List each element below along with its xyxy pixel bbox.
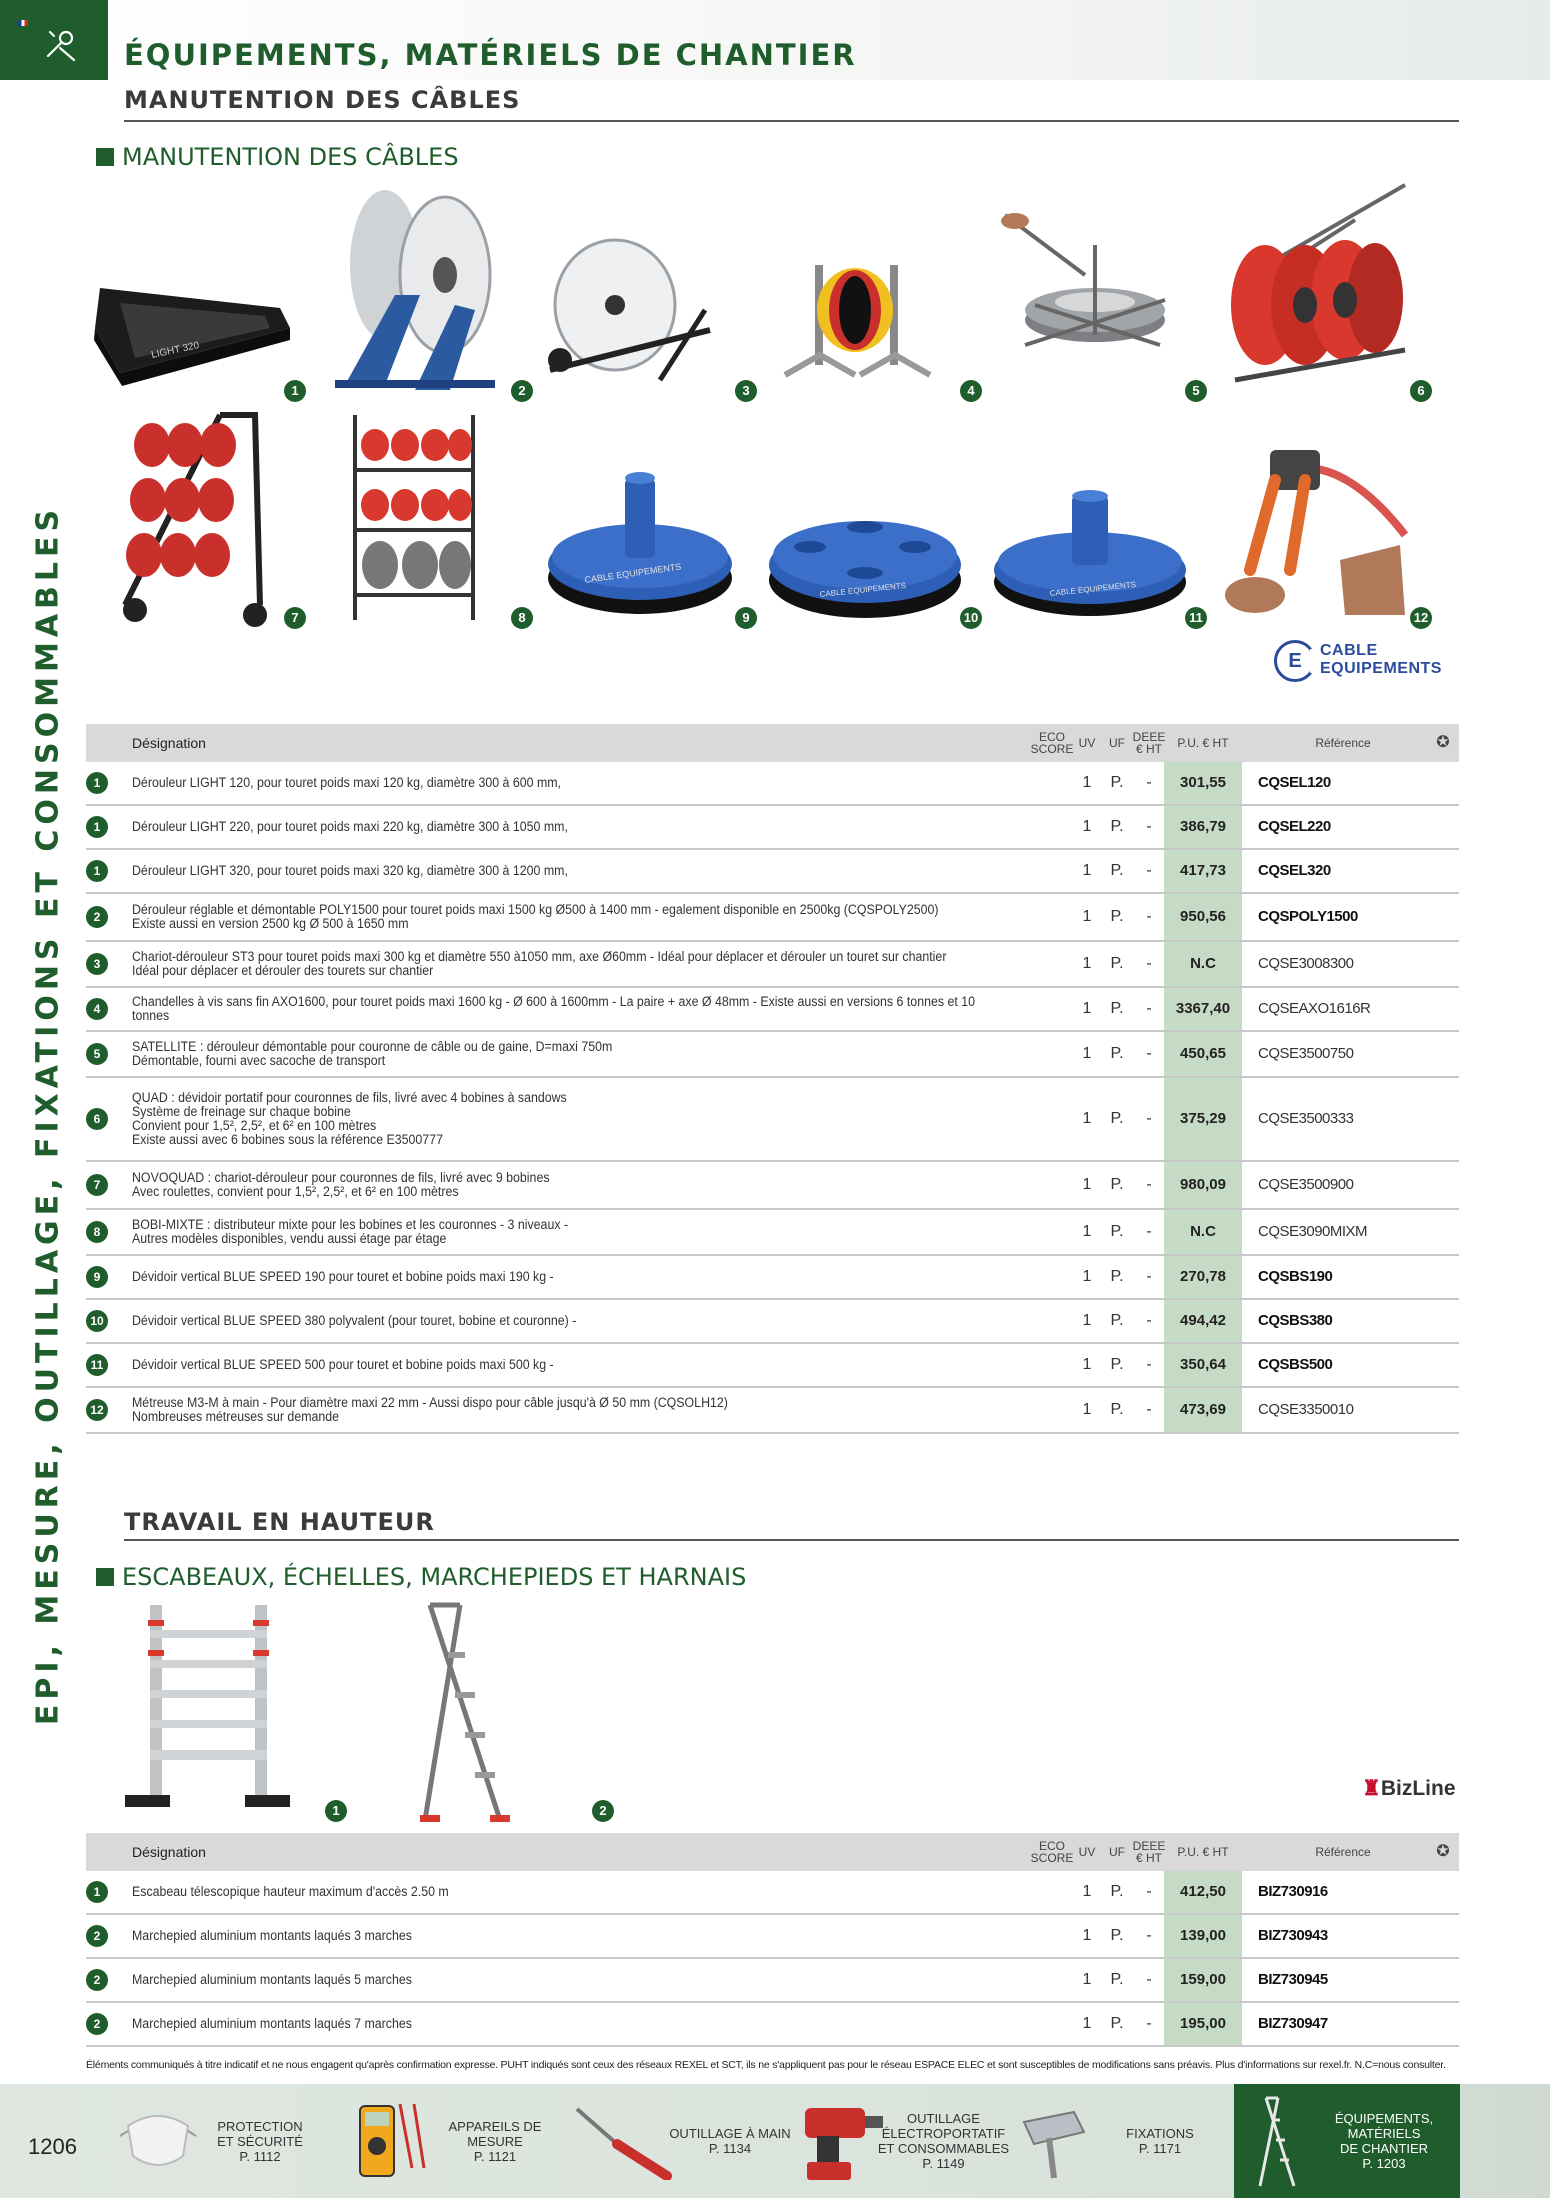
row-number-badge [86, 1162, 108, 1208]
row-deee: - [1146, 774, 1152, 791]
row-uf: P. [1110, 1268, 1124, 1285]
footer-link-label: ÉQUIPEMENTS, MATÉRIELS DE CHANTIER P. 1203 [1334, 2111, 1434, 2171]
row-deee: - [1146, 1883, 1152, 1900]
cable-logo-text [1320, 642, 1442, 678]
row-number-badge [86, 1078, 108, 1160]
row-deee: - [1146, 1401, 1152, 1418]
row-number: 8 [86, 1221, 108, 1243]
section-title-travail: TRAVAIL EN HAUTEUR [124, 1508, 435, 1536]
row-uv: 1 [1082, 818, 1092, 835]
table-row [86, 850, 1459, 894]
row-number-badge [86, 1959, 108, 2001]
page-title: ÉQUIPEMENTS, MATÉRIELS DE CHANTIER [124, 38, 857, 72]
row-price: 139,00 [1164, 1915, 1242, 1957]
row-deee: - [1146, 818, 1152, 835]
screwdriver-icon [572, 2104, 672, 2180]
product-image-blue-speed-190 [545, 468, 735, 618]
row-number: 12 [86, 1399, 108, 1421]
row-number: 2 [86, 1925, 108, 1947]
row-number: 1 [86, 772, 108, 794]
section-heading-text: MANUTENTION DES CÂBLES [122, 143, 459, 171]
product-number-badge: 12 [1410, 607, 1432, 629]
row-number: 2 [86, 906, 108, 928]
row-uv: 1 [1082, 955, 1092, 972]
row-uf: P. [1110, 1883, 1124, 1900]
section-heading [96, 143, 459, 171]
section-heading-text: ESCABEAUX, ÉCHELLES, MARCHEPIEDS ET HARNAIS [122, 1563, 747, 1591]
row-number: 5 [86, 1043, 108, 1065]
table-row [86, 1210, 1459, 1256]
row-designation: Dérouleur LIGHT 320, pour touret poids maxi 320 kg, diamètre 300 à 1200 mm, [132, 863, 568, 878]
table-row [86, 1032, 1459, 1078]
row-reference: CQSE3090MIXM [1258, 1223, 1368, 1240]
header-deee: DEEE € HT [1132, 730, 1166, 756]
tools-icon [44, 26, 80, 62]
row-uf: P. [1110, 955, 1124, 972]
table-body [86, 762, 1459, 1434]
row-reference: BIZ730943 [1258, 1927, 1328, 1944]
row-number-badge [86, 1032, 108, 1076]
row-number: 9 [86, 1266, 108, 1288]
footer-link-label: OUTILLAGE À MAIN P. 1134 [669, 2126, 791, 2156]
eco-score-icon: ✪ [1436, 1843, 1450, 1860]
row-uf: P. [1110, 1223, 1124, 1240]
product-number-badge: 9 [735, 607, 757, 629]
flag-icon [18, 20, 28, 26]
row-price: 350,64 [1164, 1344, 1242, 1386]
row-designation: Métreuse M3-M à main - Pour diamètre maxi 22 mm - Aussi dispo pour câble jusqu'à Ø 50 mm (CQSOLH12) Nombreuses métreuses sur demande [132, 1395, 728, 1424]
product-table-hauteur [86, 1833, 1459, 2047]
row-deee: - [1146, 955, 1152, 972]
header-designation: Désignation [132, 735, 206, 751]
row-uv: 1 [1082, 1883, 1092, 1900]
row-deee: - [1146, 1045, 1152, 1062]
product-number-badge: 4 [960, 380, 982, 402]
product-number-badge: 11 [1185, 607, 1207, 629]
row-price: 473,69 [1164, 1388, 1242, 1432]
row-number-badge [86, 1388, 108, 1432]
section-rule [124, 1539, 1459, 1541]
row-deee: - [1146, 862, 1152, 879]
bizline-logo [1362, 1776, 1456, 1801]
row-price: 301,55 [1164, 762, 1242, 804]
section-heading-escabeaux [96, 1563, 746, 1591]
row-uf: P. [1110, 818, 1124, 835]
header-eco-score: ECO SCORE [1030, 1839, 1074, 1865]
row-uf: P. [1110, 1971, 1124, 1988]
footer-link-mesure[interactable] [330, 2084, 570, 2198]
header-uf: UF [1109, 1845, 1125, 1859]
row-number: 2 [86, 1969, 108, 1991]
row-number: 3 [86, 953, 108, 975]
row-uf: P. [1110, 2015, 1124, 2032]
ladder-icon [1256, 2094, 1306, 2190]
bizline-figure-icon: ♜ [1362, 1777, 1381, 1800]
product-image-escabeau-telescopique [120, 1600, 300, 1825]
row-number-badge [86, 1915, 108, 1957]
row-uf: P. [1110, 1110, 1124, 1127]
row-uv: 1 [1082, 1401, 1092, 1418]
product-number-badge: 1 [284, 380, 306, 402]
product-image-blue-speed-500 [990, 490, 1190, 620]
product-photo-label: CABLE EQUIPEMENTS [583, 561, 682, 585]
row-number: 1 [86, 816, 108, 838]
row-uf: P. [1110, 1312, 1124, 1329]
row-uv: 1 [1082, 1268, 1092, 1285]
row-deee: - [1146, 1268, 1152, 1285]
row-reference: CQSEAXO1616R [1258, 1000, 1371, 1017]
row-reference: CQSPOLY1500 [1258, 908, 1358, 925]
header-pu: P.U. € HT [1177, 1845, 1229, 1859]
row-number: 6 [86, 1108, 108, 1130]
row-uv: 1 [1082, 1927, 1092, 1944]
row-number: 7 [86, 1174, 108, 1196]
row-designation: Dérouleur LIGHT 120, pour touret poids maxi 120 kg, diamètre 300 à 600 mm, [132, 775, 561, 790]
table-row [86, 1300, 1459, 1344]
header-pu: P.U. € HT [1177, 736, 1229, 750]
footer-link-electroportatif[interactable] [795, 2084, 1010, 2198]
row-reference: CQSE3500900 [1258, 1176, 1354, 1193]
row-deee: - [1146, 1223, 1152, 1240]
row-number-badge [86, 1300, 108, 1342]
product-photo-label: CABLE EQUIPEMENTS [819, 580, 907, 599]
header-uv: UV [1078, 736, 1096, 750]
row-deee: - [1146, 1927, 1152, 1944]
footer-link-label: OUTILLAGE ÉLECTROPORTATIF ET CONSOMMABLES P. 1149 [877, 2111, 1010, 2171]
row-price: 494,42 [1164, 1300, 1242, 1342]
row-number-badge [86, 850, 108, 892]
product-photo-label: LIGHT 320 [150, 340, 201, 361]
table-row [86, 1344, 1459, 1388]
row-price: 386,79 [1164, 806, 1242, 848]
row-reference: CQSEL120 [1258, 774, 1331, 791]
row-uf: P. [1110, 862, 1124, 879]
fixing-icon [1014, 2102, 1094, 2182]
row-uv: 1 [1082, 1045, 1092, 1062]
disclaimer-text: Éléments communiqués à titre indicatif et ne nous engagent qu'après confirmation expresse. PUHT indiqués sont ceux des réseaux REXEL et SCT, ils ne s'appliquent pas pour le réseau ESPACE ELEC et sont susceptibles de modifications sans préavis. Plus d'informations sur rexel.fr. N.C=nous consulter. [86, 2059, 1446, 2071]
header-rule [124, 120, 1459, 122]
cable-logo-line1: CABLE [1320, 642, 1378, 659]
product-number-badge: 2 [511, 380, 533, 402]
row-uf: P. [1110, 1356, 1124, 1373]
row-designation: NOVOQUAD : chariot-dérouleur pour couronnes de fils, livré avec 9 bobines Avec roulettes, convient pour 1,5², 2,5², et 6² en 100 mètres [132, 1170, 550, 1199]
row-uv: 1 [1082, 774, 1092, 791]
row-designation: Escabeau télescopique hauteur maximum d'accès 2.50 m [132, 1884, 449, 1899]
footer-link-fixations[interactable] [1010, 2084, 1232, 2198]
row-price: 412,50 [1164, 1871, 1242, 1913]
row-designation: Chandelles à vis sans fin AXO1600, pour touret poids maxi 1600 kg - Ø 600 à 1600mm - La paire + axe Ø 48mm - Existe aussi en versions 6 tonnes et 10 tonnes [132, 994, 975, 1023]
product-number-badge: 5 [1185, 380, 1207, 402]
product-number-badge: 10 [960, 607, 982, 629]
multimeter-icon [340, 2098, 430, 2184]
row-uv: 1 [1082, 2015, 1092, 2032]
row-number: 4 [86, 998, 108, 1020]
row-reference: BIZ730945 [1258, 1971, 1328, 1988]
row-designation: Dérouleur LIGHT 220, pour touret poids maxi 220 kg, diamètre 300 à 1050 mm, [132, 819, 568, 834]
row-price: 375,29 [1164, 1078, 1242, 1160]
row-price: 195,00 [1164, 2003, 1242, 2045]
product-image-chandelles [765, 245, 945, 385]
eco-score-icon: ✪ [1436, 734, 1450, 751]
header-designation: Désignation [132, 1844, 206, 1860]
drill-icon [795, 2100, 885, 2184]
header-eco-score: ECO SCORE [1030, 730, 1074, 756]
row-designation: Marchepied aluminium montants laqués 5 marches [132, 1972, 412, 1987]
footer-link-outillage-main[interactable] [570, 2084, 795, 2198]
row-uv: 1 [1082, 1312, 1092, 1329]
row-designation: QUAD : dévidoir portatif pour couronnes de fils, livré avec 4 bobines à sandows Système de freinage sur chaque bobine Convient pour 1,5², 2,5², et 6² en 100 mètres Existe aussi avec 6 bobines sous la référence E3500777 [132, 1090, 567, 1147]
row-price: 3367,40 [1164, 988, 1242, 1030]
row-uv: 1 [1082, 908, 1092, 925]
cable-logo-ring: E [1274, 640, 1316, 682]
row-designation: Marchepied aluminium montants laqués 3 marches [132, 1928, 412, 1943]
cable-equipements-logo [1274, 640, 1460, 684]
row-designation: Dévidoir vertical BLUE SPEED 190 pour touret et bobine poids maxi 190 kg - [132, 1269, 554, 1284]
product-image-bobi-mixte [345, 410, 485, 625]
row-deee: - [1146, 1000, 1152, 1017]
header-uv: UV [1078, 1845, 1096, 1859]
row-deee: - [1146, 1110, 1152, 1127]
row-reference: CQSE3008300 [1258, 955, 1354, 972]
row-number-badge [86, 806, 108, 848]
row-uf: P. [1110, 1927, 1124, 1944]
table-row [86, 1871, 1459, 1915]
row-uf: P. [1110, 1045, 1124, 1062]
page-subtitle: MANUTENTION DES CÂBLES [124, 86, 521, 114]
table-header [86, 1833, 1459, 1871]
row-uv: 1 [1082, 1971, 1092, 1988]
row-designation: Dévidoir vertical BLUE SPEED 380 polyvalent (pour touret, bobine et couronne) - [132, 1313, 577, 1328]
row-number-badge [86, 988, 108, 1030]
row-reference: CQSE3500333 [1258, 1110, 1354, 1127]
footer-link-label: FIXATIONS P. 1171 [1126, 2126, 1194, 2156]
row-price: N.C [1164, 1210, 1242, 1254]
product-image-poly1500 [325, 185, 500, 400]
row-uf: P. [1110, 1401, 1124, 1418]
row-uf: P. [1110, 1000, 1124, 1017]
row-uf: P. [1110, 1176, 1124, 1193]
row-designation: Chariot-dérouleur ST3 pour touret poids maxi 300 kg et diamètre 550 à1050 mm, axe Ø60mm - Idéal pour déplacer et dérouler un touret sur chantier Idéal pour déplacer et dérouler des tourets sur chantier [132, 949, 947, 978]
header-reference: Référence [1315, 1845, 1371, 1859]
row-reference: CQSEL320 [1258, 862, 1331, 879]
category-icon-box [0, 0, 108, 80]
header-deee: DEEE € HT [1132, 1839, 1166, 1865]
product-image-marchepied [410, 1600, 540, 1825]
row-number: 1 [86, 1881, 108, 1903]
table-row [86, 1388, 1459, 1434]
product-image-novoquad [110, 405, 270, 630]
section-marker [96, 1568, 114, 1586]
product-number-badge: 1 [325, 1800, 347, 1822]
row-uv: 1 [1082, 1223, 1092, 1240]
row-uf: P. [1110, 908, 1124, 925]
row-designation: BOBI-MIXTE : distributeur mixte pour les bobines et les couronnes - 3 niveaux - Autres modèles disponibles, vendu aussi étage par étage [132, 1217, 569, 1246]
table-row [86, 1959, 1459, 2003]
header-reference: Référence [1315, 736, 1371, 750]
row-reference: CQSBS380 [1258, 1312, 1333, 1329]
product-image-quad [1215, 180, 1415, 390]
table-header [86, 724, 1459, 762]
row-uv: 1 [1082, 1110, 1092, 1127]
row-deee: - [1146, 1312, 1152, 1329]
row-number: 10 [86, 1310, 108, 1332]
footer-link-equipements-active[interactable] [1234, 2084, 1460, 2198]
row-number-badge [86, 1344, 108, 1386]
row-price: 159,00 [1164, 1959, 1242, 2001]
row-number-badge [86, 942, 108, 986]
row-price: N.C [1164, 942, 1242, 986]
product-number-badge: 3 [735, 380, 757, 402]
product-image-metreuse [1220, 440, 1410, 615]
cable-logo-line2: EQUIPEMENTS [1320, 660, 1442, 677]
row-deee: - [1146, 1356, 1152, 1373]
row-number-badge [86, 894, 108, 940]
row-reference: CQSEL220 [1258, 818, 1331, 835]
table-row [86, 1078, 1459, 1162]
side-category-label: EPI, MESURE, OUTILLAGE, FIXATIONS ET CONSOMMABLES [30, 504, 66, 1726]
row-uv: 1 [1082, 862, 1092, 879]
table-row [86, 762, 1459, 806]
footer-link-label: PROTECTION ET SÉCURITÉ P. 1112 [217, 2118, 303, 2164]
row-number: 1 [86, 860, 108, 882]
table-row [86, 1256, 1459, 1300]
header-uf: UF [1109, 736, 1125, 750]
row-reference: BIZ730916 [1258, 1883, 1328, 1900]
row-designation: Marchepied aluminium montants laqués 7 marches [132, 2016, 412, 2031]
table-body [86, 1871, 1459, 2047]
table-row [86, 2003, 1459, 2047]
row-deee: - [1146, 2015, 1152, 2032]
product-table-cables [86, 724, 1459, 1434]
product-number-badge: 2 [592, 1800, 614, 1822]
row-deee: - [1146, 908, 1152, 925]
row-reference: CQSE3500750 [1258, 1045, 1354, 1062]
row-designation: Dévidoir vertical BLUE SPEED 500 pour touret et bobine poids maxi 500 kg - [132, 1357, 554, 1372]
row-number-badge [86, 1871, 108, 1913]
row-uv: 1 [1082, 1356, 1092, 1373]
row-reference: CQSBS500 [1258, 1356, 1333, 1373]
product-number-badge: 6 [1410, 380, 1432, 402]
table-row [86, 894, 1459, 942]
section-marker [96, 148, 114, 166]
row-designation: Dérouleur réglable et démontable POLY1500 pour touret poids maxi 1500 kg Ø500 à 1400 mm - egalement disponible en 2500kg (CQSPOLY2500) Existe aussi en version 2500 kg Ø 500 à 1650 mm [132, 902, 939, 931]
table-row [86, 988, 1459, 1032]
table-row [86, 806, 1459, 850]
row-uv: 1 [1082, 1176, 1092, 1193]
product-number-badge: 7 [284, 607, 306, 629]
row-price: 950,56 [1164, 894, 1242, 940]
row-deee: - [1146, 1971, 1152, 1988]
mask-icon [118, 2106, 198, 2176]
product-number-badge: 8 [511, 607, 533, 629]
product-image-chariot-st3 [540, 230, 720, 390]
product-image-blue-speed-380 [765, 485, 965, 620]
row-reference: CQSBS190 [1258, 1268, 1333, 1285]
row-uv: 1 [1082, 1000, 1092, 1017]
table-row [86, 942, 1459, 988]
footer-link-protection[interactable] [110, 2084, 330, 2198]
bizline-logo-text: BizLine [1380, 1777, 1456, 1800]
row-deee: - [1146, 1176, 1152, 1193]
product-image-derouleur-light [90, 268, 300, 388]
row-number-badge [86, 762, 108, 804]
page-number: 1206 [28, 2134, 77, 2159]
row-number: 2 [86, 2013, 108, 2035]
row-price: 270,78 [1164, 1256, 1242, 1298]
row-price: 417,73 [1164, 850, 1242, 892]
row-reference: BIZ730947 [1258, 2015, 1328, 2032]
row-reference: CQSE3350010 [1258, 1401, 1354, 1418]
product-photo-label: CABLE EQUIPEMENTS [1049, 579, 1137, 598]
row-uf: P. [1110, 774, 1124, 791]
row-number: 11 [86, 1354, 108, 1376]
row-number-badge [86, 2003, 108, 2045]
table-row [86, 1915, 1459, 1959]
row-designation: SATELLITE : dérouleur démontable pour couronne de câble ou de gaine, D=maxi 750m Démontable, fourni avec sacoche de transport [132, 1039, 613, 1068]
row-price: 450,65 [1164, 1032, 1242, 1076]
table-row [86, 1162, 1459, 1210]
footer-link-label: APPAREILS DE MESURE P. 1121 [448, 2118, 542, 2164]
row-price: 980,09 [1164, 1162, 1242, 1208]
product-image-satellite [995, 205, 1180, 385]
row-number-badge [86, 1210, 108, 1254]
row-number-badge [86, 1256, 108, 1298]
